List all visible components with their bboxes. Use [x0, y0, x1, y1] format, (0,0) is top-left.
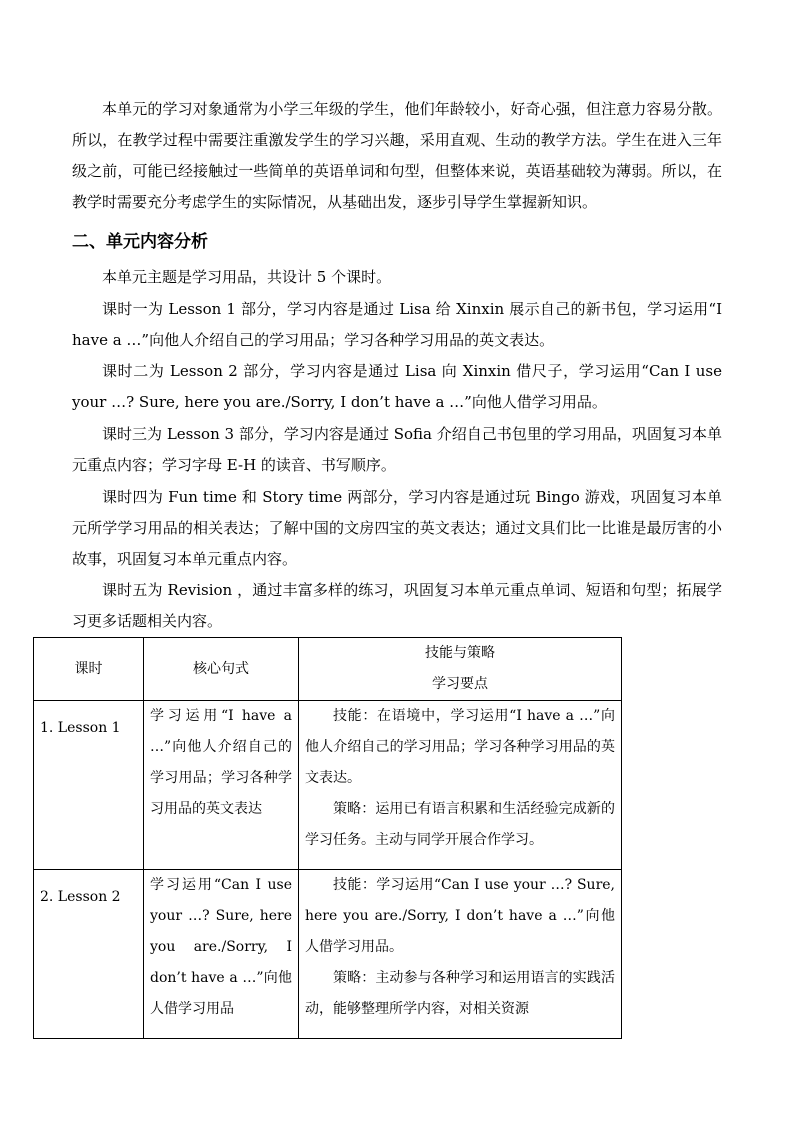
lesson3-description: 课时三为 Lesson 3 部分，学习内容是通过 Sofia 介绍自己书包里的学习用品，巩固复习本单元重点内容；学习字母 E-H 的读音、书写顺序。	[72, 425, 722, 474]
lesson5-description: 课时五为 Revision ，通过丰富多样的练习，巩固复习本单元重点单词、短语和句型；拓展学习更多话题相关内容。	[72, 581, 722, 630]
skills-cell	[299, 870, 622, 1039]
header-skills-line1: 技能与策略	[425, 645, 495, 661]
lesson-cell: 1. Lesson 1	[34, 701, 144, 870]
section-heading-content-analysis: 二、单元内容分析	[72, 232, 208, 252]
table-header-row	[34, 638, 622, 701]
header-lesson: 课时	[34, 638, 144, 701]
lesson2-description: 课时二为 Lesson 2 部分，学习内容是通过 Lisa 向 Xinxin 借尺子，学习运用“Can I use your …? Sure, here you are./Sorry, I don’t have a …”向他人借学习用品。	[72, 362, 722, 411]
header-skills-strategies	[299, 638, 622, 701]
unit-overview-paragraph: 本单元主题是学习用品，共设计 5 个课时。	[102, 268, 392, 286]
lesson4-description: 课时四为 Fun time 和 Story time 两部分，学习内容是通过玩 Bingo 游戏，巩固复习本单元所学学习用品的相关表达；了解中国的文房四宝的英文表达；通过文具们比一比谁是最厉害的小故事，巩固复习本单元重点内容。	[72, 488, 722, 568]
core-sentence-cell: 学习运用“Can I use your …? Sure, here you are./Sorry, I don’t have a …”向他人借学习用品	[144, 870, 299, 1039]
lesson1-description: 课时一为 Lesson 1 部分，学习内容是通过 Lisa 给 Xinxin 展示自己的新书包，学习运用“I have a …”向他人介绍自己的学习用品；学习各种学习用品的英文表达。	[72, 300, 722, 349]
skills-cell	[299, 701, 622, 870]
skill-text: 技能：学习运用“Can I use your …? Sure, here you are./Sorry, I don’t have a …”向他人借学习用品。	[305, 877, 615, 955]
header-core-sentences: 核心句式	[144, 638, 299, 701]
learner-analysis-paragraph: 本单元的学习对象通常为小学三年级的学生，他们年龄较小，好奇心强，但注意力容易分散。所以，在教学过程中需要注重激发学生的学习兴趣，采用直观、生动的教学方法。学生在进入三年级之前，可能已经接触过一些简单的英语单词和句型，但整体来说，英语基础较为薄弱。所以，在教学时需要充分考虑学生的实际情况，从基础出发，逐步引导学生掌握新知识。	[72, 100, 722, 211]
strategy-text: 策略：主动参与各种学习和运用语言的实践活动，能够整理所学内容，对相关资源	[305, 970, 615, 1017]
lesson-plan-table	[33, 637, 622, 1039]
strategy-text: 策略：运用已有语言积累和生活经验完成新的学习任务。主动与同学开展合作学习。	[305, 801, 615, 848]
table-row	[34, 870, 622, 1039]
core-sentence-cell: 学习运用“I have a …”向他人介绍自己的学习用品；学习各种学习用品的英文表达	[144, 701, 299, 870]
skill-text: 技能：在语境中，学习运用“I have a …”向他人介绍自己的学习用品；学习各种学习用品的英文表达。	[305, 708, 615, 786]
header-skills-line2: 学习要点	[432, 676, 488, 692]
lesson-cell: 2. Lesson 2	[34, 870, 144, 1039]
table-row	[34, 701, 622, 870]
